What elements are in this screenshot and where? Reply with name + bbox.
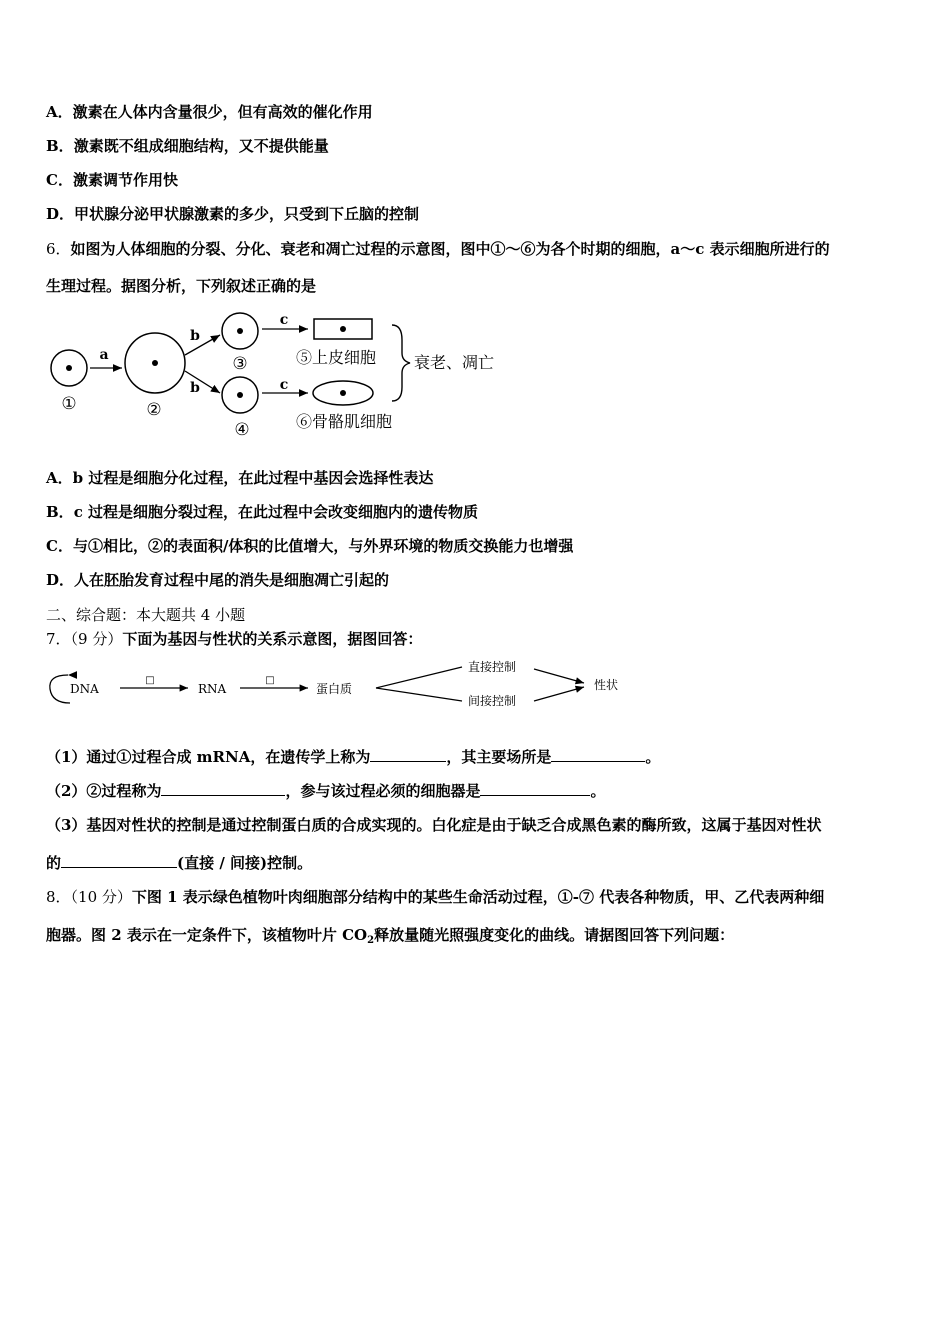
- q8-stem-line1: 8．（10 分）下图 1 表示绿色植物叶肉细胞部分结构中的某些生命活动过程，①-⑦ 代表各种物质，甲、乙代表两种细: [46, 888, 825, 906]
- cell-2: [125, 333, 185, 393]
- trait-label: 性状: [594, 678, 619, 692]
- q7-blank-5[interactable]: [61, 852, 177, 868]
- q6-option-d: D．人在胚胎发育过程中尾的消失是细胞凋亡引起的: [46, 571, 390, 589]
- q6-stem-line1: 6．如图为人体细胞的分裂、分化、衰老和凋亡过程的示意图，图中①～⑥为各个时期的细胞，a～c 表示细胞所进行的: [46, 240, 830, 258]
- q5-option-d: D．甲状腺分泌甲状腺激素的多少，只受到下丘脑的控制: [46, 205, 420, 223]
- label-c-top: c: [279, 312, 289, 328]
- cell-5-label: ⑤上皮细胞: [296, 348, 377, 367]
- rna-label: RNA: [198, 682, 227, 696]
- brace: [392, 325, 410, 401]
- q7-stem: 7．（9 分）下面为基因与性状的关系示意图，据图回答：: [46, 630, 423, 648]
- dna-replication-loop: [50, 675, 70, 703]
- q6-option-b: B．c 过程是细胞分裂过程，在此过程中会改变细胞内的遗传物质: [46, 503, 479, 521]
- cell-2-label: ②: [146, 400, 162, 420]
- label-b-top: b: [190, 328, 200, 344]
- cell-4: [222, 377, 258, 413]
- cell-6: [313, 381, 373, 405]
- q7-blank-4[interactable]: [480, 780, 590, 796]
- cell-4-label: ④: [234, 420, 250, 440]
- label-c-bottom: c: [279, 377, 289, 393]
- fate-label: 衰老、凋亡: [414, 353, 495, 372]
- q7-sub3-line2: 的 (直接 / 间接)控制。: [46, 854, 313, 872]
- q7-blank-1[interactable]: [370, 746, 446, 762]
- q7-sub2: （2）②过程称为 ，参与该过程必须的细胞器是 。: [46, 782, 606, 800]
- arrow-to-direct: [376, 667, 462, 688]
- q6-option-c: C．与①相比，②的表面积/体积的比值增大，与外界环境的物质交换能力也增强: [46, 537, 574, 555]
- q7-gene-trait-diagram: [44, 655, 644, 715]
- q7-blank-3[interactable]: [161, 780, 285, 796]
- direct-control-label: 直接控制: [468, 660, 517, 674]
- protein-label: 蛋白质: [316, 682, 353, 696]
- q6-stem-line2: 生理过程。据图分析，下列叙述正确的是: [46, 277, 317, 295]
- q7-blank-2[interactable]: [551, 746, 645, 762]
- arrow-to-indirect: [376, 688, 462, 701]
- cell-6-label: ⑥骨骼肌细胞: [296, 412, 393, 431]
- arrow-indirect-to-trait: [534, 687, 584, 701]
- section-2-title: 二、综合题：本大题共 4 小题: [46, 606, 246, 624]
- q6-cell-diagram: [40, 305, 520, 445]
- q5-option-b: B．激素既不组成细胞结构，又不提供能量: [46, 137, 329, 155]
- cell-3: [222, 313, 258, 349]
- q5-option-a: A．激素在人体内含量很少，但有高效的催化作用: [46, 103, 373, 121]
- arrow-direct-to-trait: [534, 669, 584, 683]
- cell-3-label: ③: [232, 354, 248, 374]
- step-1-label: □: [145, 675, 155, 686]
- label-a: a: [99, 347, 109, 363]
- cell-5: [314, 319, 372, 339]
- q6-option-a: A．b 过程是细胞分化过程，在此过程中基因会选择性表达: [46, 469, 434, 487]
- label-b-bottom: b: [190, 380, 200, 396]
- cell-1: [51, 350, 87, 386]
- q5-option-c: C．激素调节作用快: [46, 171, 178, 189]
- dna-label: DNA: [70, 682, 99, 696]
- indirect-control-label: 间接控制: [468, 694, 517, 708]
- q7-sub3-line1: （3）基因对性状的控制是通过控制蛋白质的合成实现的。白化症是由于缺乏合成黑色素的酶所致，这属于基因对性状: [46, 816, 822, 834]
- q8-stem-line2: 胞器。图 2 表示在一定条件下，该植物叶片 $CO_2$释放量随光照强度变化的曲线。请据图回答下列问题：: [46, 926, 735, 946]
- q7-sub1: （1）通过①过程合成 mRNA，在遗传学上称为 ，其主要场所是 。: [46, 748, 661, 766]
- step-2-label: □: [265, 675, 275, 686]
- cell-1-label: ①: [61, 394, 77, 414]
